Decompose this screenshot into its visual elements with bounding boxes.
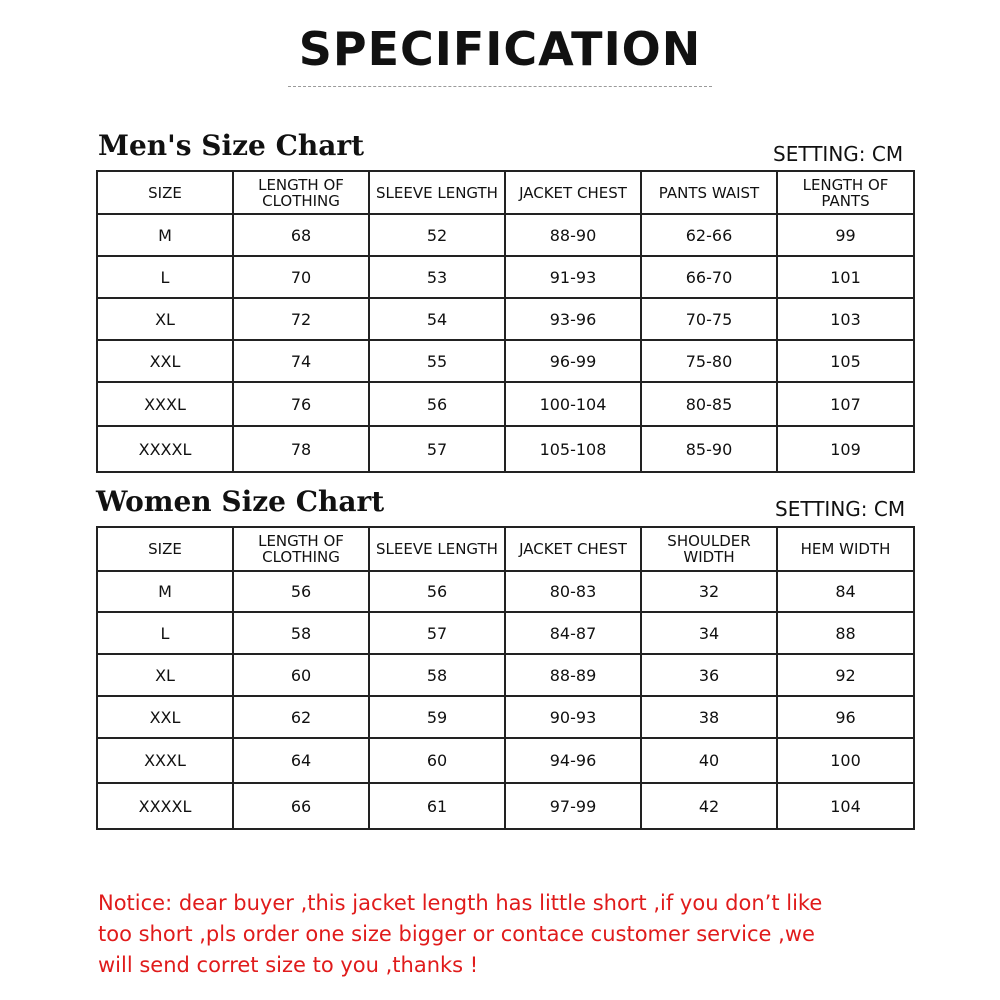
women-cell-jacket-chest: 94-96 (505, 738, 641, 783)
women-header-row (97, 527, 914, 571)
women-table-row (97, 571, 914, 612)
women-header-size: SIZE (97, 527, 233, 571)
men-cell-length-of-pants: 99 (777, 214, 914, 256)
men-cell-length-of-clothing: 68 (233, 214, 369, 256)
men-header-sleeve-length: SLEEVE LENGTH (369, 171, 505, 214)
men-cell-size: L (97, 256, 233, 298)
women-cell-shoulder-width: 42 (641, 783, 777, 829)
men-cell-sleeve-length: 53 (369, 256, 505, 298)
men-cell-sleeve-length: 52 (369, 214, 505, 256)
women-cell-hem-width: 84 (777, 571, 914, 612)
men-cell-length-of-pants: 101 (777, 256, 914, 298)
men-cell-pants-waist: 62-66 (641, 214, 777, 256)
notice-line-3: will send corret size to you ,thanks ! (98, 953, 479, 977)
men-cell-jacket-chest: 100-104 (505, 382, 641, 426)
men-table-row (97, 214, 914, 256)
men-cell-sleeve-length: 56 (369, 382, 505, 426)
women-cell-shoulder-width: 38 (641, 696, 777, 738)
women-cell-size: XL (97, 654, 233, 696)
women-cell-length-of-clothing: 58 (233, 612, 369, 654)
men-header-length-of-clothing: LENGTH OF CLOTHING (233, 171, 369, 214)
women-cell-jacket-chest: 88-89 (505, 654, 641, 696)
men-cell-length-of-pants: 105 (777, 340, 914, 382)
women-cell-hem-width: 88 (777, 612, 914, 654)
women-table-row (97, 738, 914, 783)
women-chart-title: Women Size Chart (96, 485, 385, 518)
women-cell-hem-width: 100 (777, 738, 914, 783)
men-cell-pants-waist: 70-75 (641, 298, 777, 340)
women-cell-shoulder-width: 40 (641, 738, 777, 783)
women-cell-sleeve-length: 61 (369, 783, 505, 829)
men-cell-pants-waist: 80-85 (641, 382, 777, 426)
men-chart-title: Men's Size Chart (98, 129, 365, 162)
men-table-row (97, 426, 914, 472)
women-cell-jacket-chest: 90-93 (505, 696, 641, 738)
women-unit-setting: SETTING: CM (775, 497, 906, 521)
men-cell-sleeve-length: 55 (369, 340, 505, 382)
women-cell-sleeve-length: 58 (369, 654, 505, 696)
women-cell-size: L (97, 612, 233, 654)
women-cell-size: M (97, 571, 233, 612)
men-table-row (97, 298, 914, 340)
women-cell-jacket-chest: 97-99 (505, 783, 641, 829)
women-table-row (97, 696, 914, 738)
men-cell-size: M (97, 214, 233, 256)
women-cell-size: XXL (97, 696, 233, 738)
page-title: SPECIFICATION (298, 22, 702, 76)
women-header-hem-width: HEM WIDTH (777, 527, 914, 571)
men-table-row (97, 256, 914, 298)
men-header-pants-waist: PANTS WAIST (641, 171, 777, 214)
notice-line-2: too short ,pls order one size bigger or contace customer service ,we (98, 922, 815, 946)
men-header-jacket-chest: JACKET CHEST (505, 171, 641, 214)
notice-line-1: Notice: dear buyer ,this jacket length has little short ,if you don’t like (98, 891, 823, 915)
women-cell-shoulder-width: 34 (641, 612, 777, 654)
men-cell-pants-waist: 66-70 (641, 256, 777, 298)
women-header-length-of-clothing: LENGTH OF CLOTHING (233, 527, 369, 571)
women-cell-hem-width: 96 (777, 696, 914, 738)
women-cell-sleeve-length: 60 (369, 738, 505, 783)
women-header-sleeve-length: SLEEVE LENGTH (369, 527, 505, 571)
women-cell-sleeve-length: 57 (369, 612, 505, 654)
women-cell-hem-width: 92 (777, 654, 914, 696)
women-cell-shoulder-width: 32 (641, 571, 777, 612)
men-cell-jacket-chest: 91-93 (505, 256, 641, 298)
women-header-jacket-chest: JACKET CHEST (505, 527, 641, 571)
men-header-size: SIZE (97, 171, 233, 214)
women-cell-size: XXXL (97, 738, 233, 783)
men-table-row (97, 340, 914, 382)
men-cell-length-of-clothing: 74 (233, 340, 369, 382)
women-cell-length-of-clothing: 60 (233, 654, 369, 696)
women-cell-jacket-chest: 80-83 (505, 571, 641, 612)
women-table-row (97, 654, 914, 696)
title-divider (288, 86, 712, 87)
men-cell-sleeve-length: 57 (369, 426, 505, 472)
men-cell-jacket-chest: 105-108 (505, 426, 641, 472)
women-table-row (97, 783, 914, 829)
women-cell-sleeve-length: 59 (369, 696, 505, 738)
women-cell-jacket-chest: 84-87 (505, 612, 641, 654)
women-header-shoulder-width: SHOULDER WIDTH (641, 527, 777, 571)
men-cell-size: XXXL (97, 382, 233, 426)
women-cell-length-of-clothing: 56 (233, 571, 369, 612)
women-cell-length-of-clothing: 64 (233, 738, 369, 783)
women-table-row (97, 612, 914, 654)
men-cell-length-of-clothing: 78 (233, 426, 369, 472)
men-unit-setting: SETTING: CM (773, 142, 904, 166)
men-cell-pants-waist: 85-90 (641, 426, 777, 472)
men-cell-sleeve-length: 54 (369, 298, 505, 340)
women-cell-sleeve-length: 56 (369, 571, 505, 612)
men-header-row (97, 171, 914, 214)
men-cell-length-of-pants: 109 (777, 426, 914, 472)
men-cell-length-of-clothing: 76 (233, 382, 369, 426)
men-cell-size: XXL (97, 340, 233, 382)
men-cell-length-of-clothing: 70 (233, 256, 369, 298)
men-size-table (96, 170, 915, 473)
men-cell-jacket-chest: 96-99 (505, 340, 641, 382)
men-cell-size: XXXXL (97, 426, 233, 472)
women-cell-length-of-clothing: 62 (233, 696, 369, 738)
men-cell-jacket-chest: 88-90 (505, 214, 641, 256)
women-cell-shoulder-width: 36 (641, 654, 777, 696)
men-cell-length-of-pants: 103 (777, 298, 914, 340)
women-cell-size: XXXXL (97, 783, 233, 829)
men-cell-jacket-chest: 93-96 (505, 298, 641, 340)
men-cell-length-of-clothing: 72 (233, 298, 369, 340)
men-cell-size: XL (97, 298, 233, 340)
buyer-notice (98, 888, 918, 981)
men-cell-length-of-pants: 107 (777, 382, 914, 426)
men-header-length-of-pants: LENGTH OF PANTS (777, 171, 914, 214)
women-size-table (96, 526, 915, 830)
men-table-row (97, 382, 914, 426)
women-cell-length-of-clothing: 66 (233, 783, 369, 829)
men-cell-pants-waist: 75-80 (641, 340, 777, 382)
women-cell-hem-width: 104 (777, 783, 914, 829)
